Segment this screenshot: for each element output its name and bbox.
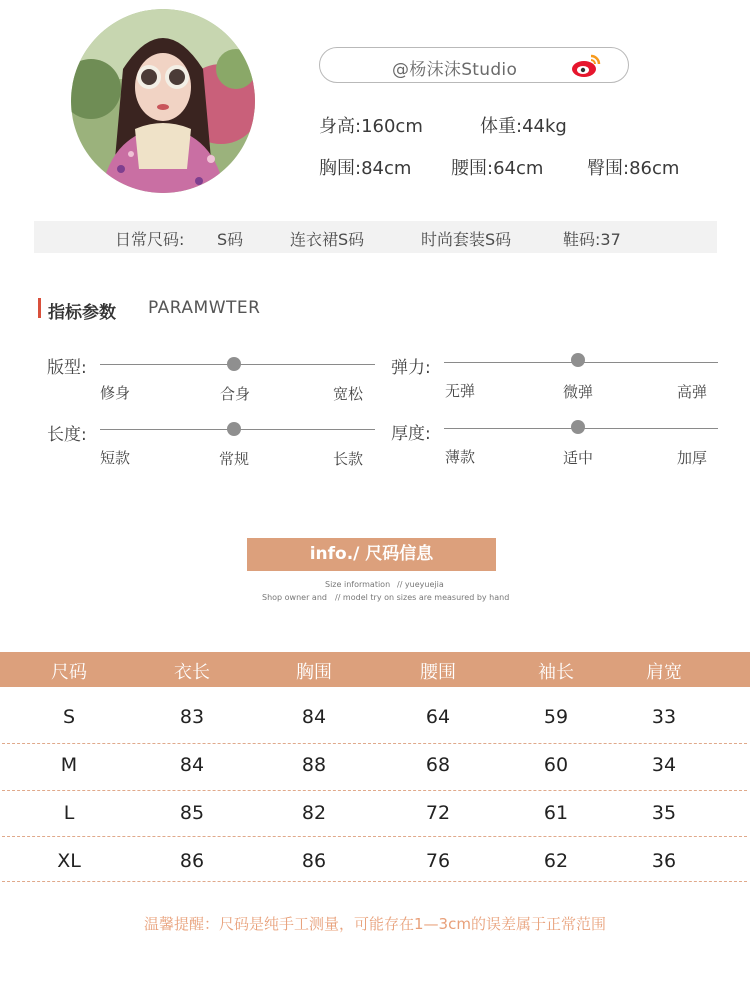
table-cell: 86 — [301, 850, 327, 872]
info-line-1a: Size information — [325, 580, 391, 589]
table-cell: 61 — [543, 802, 569, 824]
info-banner: info./ 尺码信息 — [247, 538, 496, 571]
table-cell: 62 — [543, 850, 569, 872]
thickness-option: 加厚 — [677, 449, 708, 467]
table-cell: 60 — [543, 754, 569, 776]
param-title: 指标参数 — [48, 303, 116, 323]
fit-option: 宽松 — [333, 385, 364, 403]
table-cell: 82 — [301, 802, 327, 824]
header-cell: 衣长 — [174, 662, 210, 683]
table-cell: 84 — [179, 754, 205, 776]
fit-option: 合身 — [220, 385, 251, 403]
daily-size-label: 日常尺码: — [115, 230, 185, 249]
daily-size: S码 — [217, 230, 244, 249]
info-line-1b: // yueyuejia — [397, 580, 444, 589]
table-row — [0, 838, 750, 886]
fit-label: 版型: — [47, 358, 87, 378]
table-cell: 85 — [179, 802, 205, 824]
model-weight: 体重:44kg — [480, 116, 567, 137]
stretch-option: 高弹 — [677, 383, 708, 401]
table-cell: M — [60, 754, 78, 776]
param-subtitle: PARAMWTER — [148, 298, 261, 318]
row-divider — [2, 836, 747, 837]
length-slider-dot — [227, 422, 241, 436]
model-hip: 臀围:86cm — [587, 158, 680, 179]
row-divider — [2, 881, 747, 882]
model-chest: 胸围:84cm — [319, 158, 412, 179]
length-option: 短款 — [100, 449, 131, 467]
info-line-2a: Shop owner and — [262, 593, 327, 602]
fit-slider-dot — [227, 357, 241, 371]
stretch-slider-dot — [571, 353, 585, 367]
model-height: 身高:160cm — [319, 116, 423, 137]
header-cell: 尺码 — [51, 662, 87, 683]
table-cell: 36 — [651, 850, 677, 872]
weibo-icon — [571, 53, 601, 83]
suit-size: 时尚套装S码 — [421, 230, 512, 249]
dress-size: 连衣裙S码 — [290, 230, 365, 249]
table-cell: 83 — [179, 706, 205, 728]
thickness-option: 薄款 — [445, 448, 476, 466]
table-cell: 64 — [425, 706, 451, 728]
table-cell: 88 — [301, 754, 327, 776]
length-option: 常规 — [219, 450, 250, 468]
table-cell: 59 — [543, 706, 569, 728]
table-row — [0, 694, 750, 742]
length-option: 长款 — [333, 450, 364, 468]
table-cell: 72 — [425, 802, 451, 824]
table-cell: 34 — [651, 754, 677, 776]
info-line-2b: // model try on sizes are measured by hand — [335, 593, 510, 602]
thickness-option: 适中 — [563, 449, 594, 467]
table-cell: 35 — [651, 802, 677, 824]
table-cell: S — [62, 706, 76, 728]
stretch-option: 无弹 — [445, 382, 476, 400]
measurement-note: 温馨提醒：尺码是纯手工测量，可能存在1—3cm的误差属于正常范围 — [144, 915, 606, 933]
fit-option: 修身 — [100, 384, 131, 402]
stretch-label: 弹力: — [391, 358, 431, 378]
table-cell: 68 — [425, 754, 451, 776]
size-table-header — [0, 652, 750, 687]
thickness-slider-dot — [571, 420, 585, 434]
header-cell: 胸围 — [296, 662, 332, 683]
header-cell: 肩宽 — [646, 662, 682, 683]
stretch-option: 微弹 — [563, 383, 594, 401]
table-cell: 84 — [301, 706, 327, 728]
table-cell: 33 — [651, 706, 677, 728]
length-label: 长度: — [47, 425, 87, 445]
param-accent-bar — [38, 298, 41, 318]
table-row — [0, 790, 750, 838]
table-row — [0, 742, 750, 790]
table-cell: L — [63, 802, 75, 824]
weibo-handle-pill[interactable] — [319, 47, 629, 83]
shoe-size: 鞋码:37 — [563, 230, 621, 249]
header-cell: 袖长 — [538, 662, 574, 683]
table-cell: 86 — [179, 850, 205, 872]
model-avatar — [71, 9, 255, 193]
daily-size-band — [34, 221, 717, 253]
weibo-handle: @杨沫沫Studio — [392, 60, 518, 80]
thickness-label: 厚度: — [391, 424, 431, 444]
table-cell: 76 — [425, 850, 451, 872]
table-cell: XL — [57, 850, 81, 872]
header-cell: 腰围 — [420, 662, 456, 683]
model-waist: 腰围:64cm — [451, 158, 544, 179]
